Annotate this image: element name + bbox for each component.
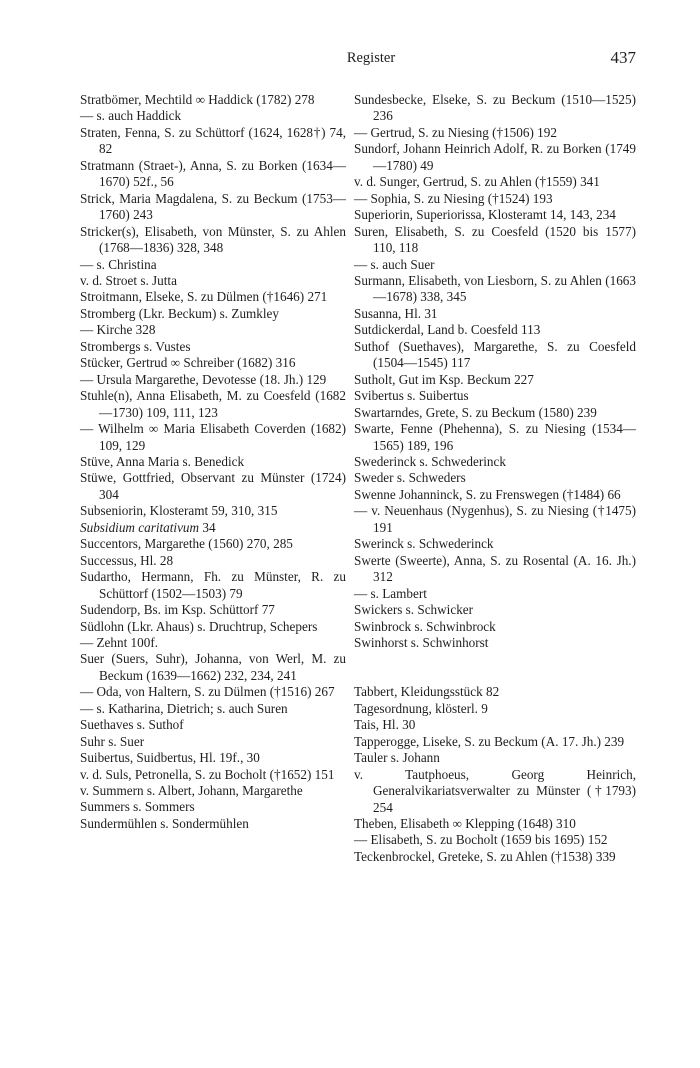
index-entry: Tais, Hl. 30 [354, 717, 416, 733]
index-entry: Superiorin, Superiorissa, Klosteramt 14, 143, 234 [354, 207, 616, 223]
index-entry: Theben, Elisabeth ∞ Klepping (1648) 310 [354, 816, 576, 832]
index-entry: Summers s. Sommers [80, 799, 195, 815]
index-entry: Swickers s. Schwicker [354, 602, 474, 618]
index-entry: Suibertus, Suidbertus, Hl. 19f., 30 [80, 750, 260, 766]
index-entry: Successus, Hl. 28 [80, 552, 174, 568]
index-entry: Stroitmann, Elseke, S. zu Dülmen (†1646) 271 [80, 289, 328, 305]
index-entry: Swederinck s. Schwederinck [354, 453, 506, 469]
index-entry: — s. Christina [80, 256, 157, 272]
running-title: Register [346, 50, 396, 66]
index-entry: Swinbrock s. Schwinbrock [354, 618, 496, 634]
index-entry: Stücker, Gertrud ∞ Schreiber (1682) 316 [80, 355, 296, 371]
index-entry: Stricker(s), Elisabeth, von Münster, S. zu Ahlen (1768—1836) 328, 348 [80, 223, 346, 256]
index-entry: Swerte (Sweerte), Anna, S. zu Rosental (A. 16. Jh.) 312 [354, 552, 636, 585]
index-entry: Sutdickerdal, Land b. Coesfeld 113 [354, 322, 541, 338]
index-column-right [354, 92, 636, 865]
index-entry: Strombergs s. Vustes [80, 338, 191, 354]
index-entry: Suer (Suers, Suhr), Johanna, von Werl, M. zu Beckum (1639—1662) 232, 234, 241 [80, 651, 346, 683]
index-entry: — Sophia, S. zu Niesing (†1524) 193 [354, 190, 553, 206]
index-entry: Stromberg (Lkr. Beckum) s. Zumkley [80, 305, 280, 321]
index-entry: — Elisabeth, S. zu Bocholt (1659 bis 1695) 152 [354, 832, 608, 848]
index-entry: — Zehnt 100f. [80, 634, 159, 650]
index-entry: Stüwe, Gottfried, Observant zu Münster (1724) 304 [80, 470, 346, 502]
index-entry: Tauler s. Johann [354, 750, 440, 766]
index-entry: Swarte, Fenne (Phehenna), S. zu Niesing (1534—1565) 189, 196 [354, 421, 636, 453]
index-entry: Surmann, Elisabeth, von Liesborn, S. zu Ahlen (1663—1678) 338, 345 [354, 272, 636, 305]
index-entry: Strick, Maria Magdalena, S. zu Beckum (1753—1760) 243 [80, 190, 346, 223]
index-entry: — Oda, von Haltern, S. zu Dülmen (†1516) 267 [80, 684, 335, 700]
index-entry: — s. auch Haddick [80, 108, 182, 124]
index-entry: — Wilhelm ∞ Maria Elisabeth Coverden (1682) 109, 129 [80, 421, 346, 453]
index-entry: Sutholt, Gut im Ksp. Beckum 227 [354, 371, 534, 387]
index-entry: — Gertrud, S. zu Niesing (†1506) 192 [354, 124, 557, 140]
index-entry: Svibertus s. Suibertus [354, 388, 469, 404]
index-entry: — Ursula Margarethe, Devotesse (18. Jh.) 129 [80, 371, 327, 387]
page-header [80, 50, 636, 72]
index-entry: Susanna, Hl. 31 [354, 305, 438, 321]
index-entry: v. d. Stroet s. Jutta [80, 272, 177, 288]
index-entry: Teckenbrockel, Greteke, S. zu Ahlen (†1538) 339 [354, 848, 616, 864]
index-entry: — s. Lambert [354, 585, 427, 601]
index-entry: Tabbert, Kleidungsstück 82 [354, 684, 500, 700]
index-entry: Sweder s. Schweders [354, 470, 466, 486]
index-entry: Straten, Fenna, S. zu Schüttorf (1624, 1628†) 74, 82 [80, 124, 346, 157]
index-entry: Sudendorp, Bs. im Ksp. Schüttorf 77 [80, 602, 275, 618]
index-entry: — Kirche 328 [80, 322, 156, 338]
index-entry: — v. Neuenhaus (Nygenhus), S. zu Niesing (†1475) 191 [354, 503, 636, 535]
index-section-s [354, 92, 636, 651]
index-entry: Stratbömer, Mechtild ∞ Haddick (1782) 278 [80, 92, 315, 107]
index-entry: Südlohn (Lkr. Ahaus) s. Druchtrup, Schepers [80, 618, 318, 634]
index-entry: Suethaves s. Suthof [80, 717, 184, 733]
section-gap [354, 651, 636, 684]
index-entry: Swerinck s. Schwederinck [354, 536, 494, 552]
index-entry: — s. Katharina, Dietrich; s. auch Suren [80, 700, 288, 716]
index-entry: — s. auch Suer [354, 256, 435, 272]
index-entry: v. d. Sunger, Gertrud, S. zu Ahlen (†1559) 341 [354, 174, 600, 190]
index-entry: Stüve, Anna Maria s. Benedick [80, 453, 245, 469]
index-section-t [354, 684, 636, 865]
index-entry: Stuhle(n), Anna Elisabeth, M. zu Coesfeld (1682—1730) 109, 111, 123 [80, 388, 346, 420]
index-entry: Sundermühlen s. Sondermühlen [80, 815, 249, 831]
index-entry: Swartarndes, Grete, S. zu Beckum (1580) 239 [354, 404, 597, 420]
index-entry: Swinhorst s. Schwinhorst [354, 634, 489, 650]
index-entry-pages: 34 [199, 519, 216, 535]
index-entry: Tagesordnung, klösterl. 9 [354, 700, 488, 716]
index-entry: Succentors, Margarethe (1560) 270, 285 [80, 536, 293, 552]
index-entry: Tapperogge, Liseke, S. zu Beckum (A. 17. Jh.) 239 [354, 733, 625, 749]
index-entry: Swenne Johanninck, S. zu Frenswegen (†1484) 66 [354, 486, 621, 502]
index-entry: Suhr s. Suer [80, 733, 145, 749]
index-entry-italic-term: Subsidium caritativum [80, 519, 200, 535]
index-entry [80, 520, 346, 536]
index-entry: v. Tautphoeus, Georg Heinrich, Generalvikariatsverwalter zu Münster (†1793) 254 [354, 766, 636, 815]
page-number: 437 [610, 48, 636, 67]
index-entry: Suthof (Suethaves), Margarethe, S. zu Coesfeld (1504—1545) 117 [354, 338, 636, 371]
index-entry: Sundorf, Johann Heinrich Adolf, R. zu Borken (1749—1780) 49 [354, 141, 636, 173]
index-entry: v. Summern s. Albert, Johann, Margarethe [80, 783, 303, 799]
index-column-left [80, 92, 346, 832]
index-entry: Sudartho, Hermann, Fh. zu Münster, R. zu Schüttorf (1502—1503) 79 [80, 569, 346, 601]
index-entry: Stratmann (Straet-), Anna, S. zu Borken (1634—1670) 52f., 56 [80, 157, 346, 190]
index-entry: Suren, Elisabeth, S. zu Coesfeld (1520 bis 1577) 110, 118 [354, 223, 636, 256]
index-entry: Subseniorin, Klosteramt 59, 310, 315 [80, 503, 278, 519]
index-entry: Sundesbecke, Elseke, S. zu Beckum (1510—1525) 236 [354, 92, 636, 124]
index-entry: v. d. Suls, Petronella, S. zu Bocholt (†1652) 151 [80, 766, 335, 782]
